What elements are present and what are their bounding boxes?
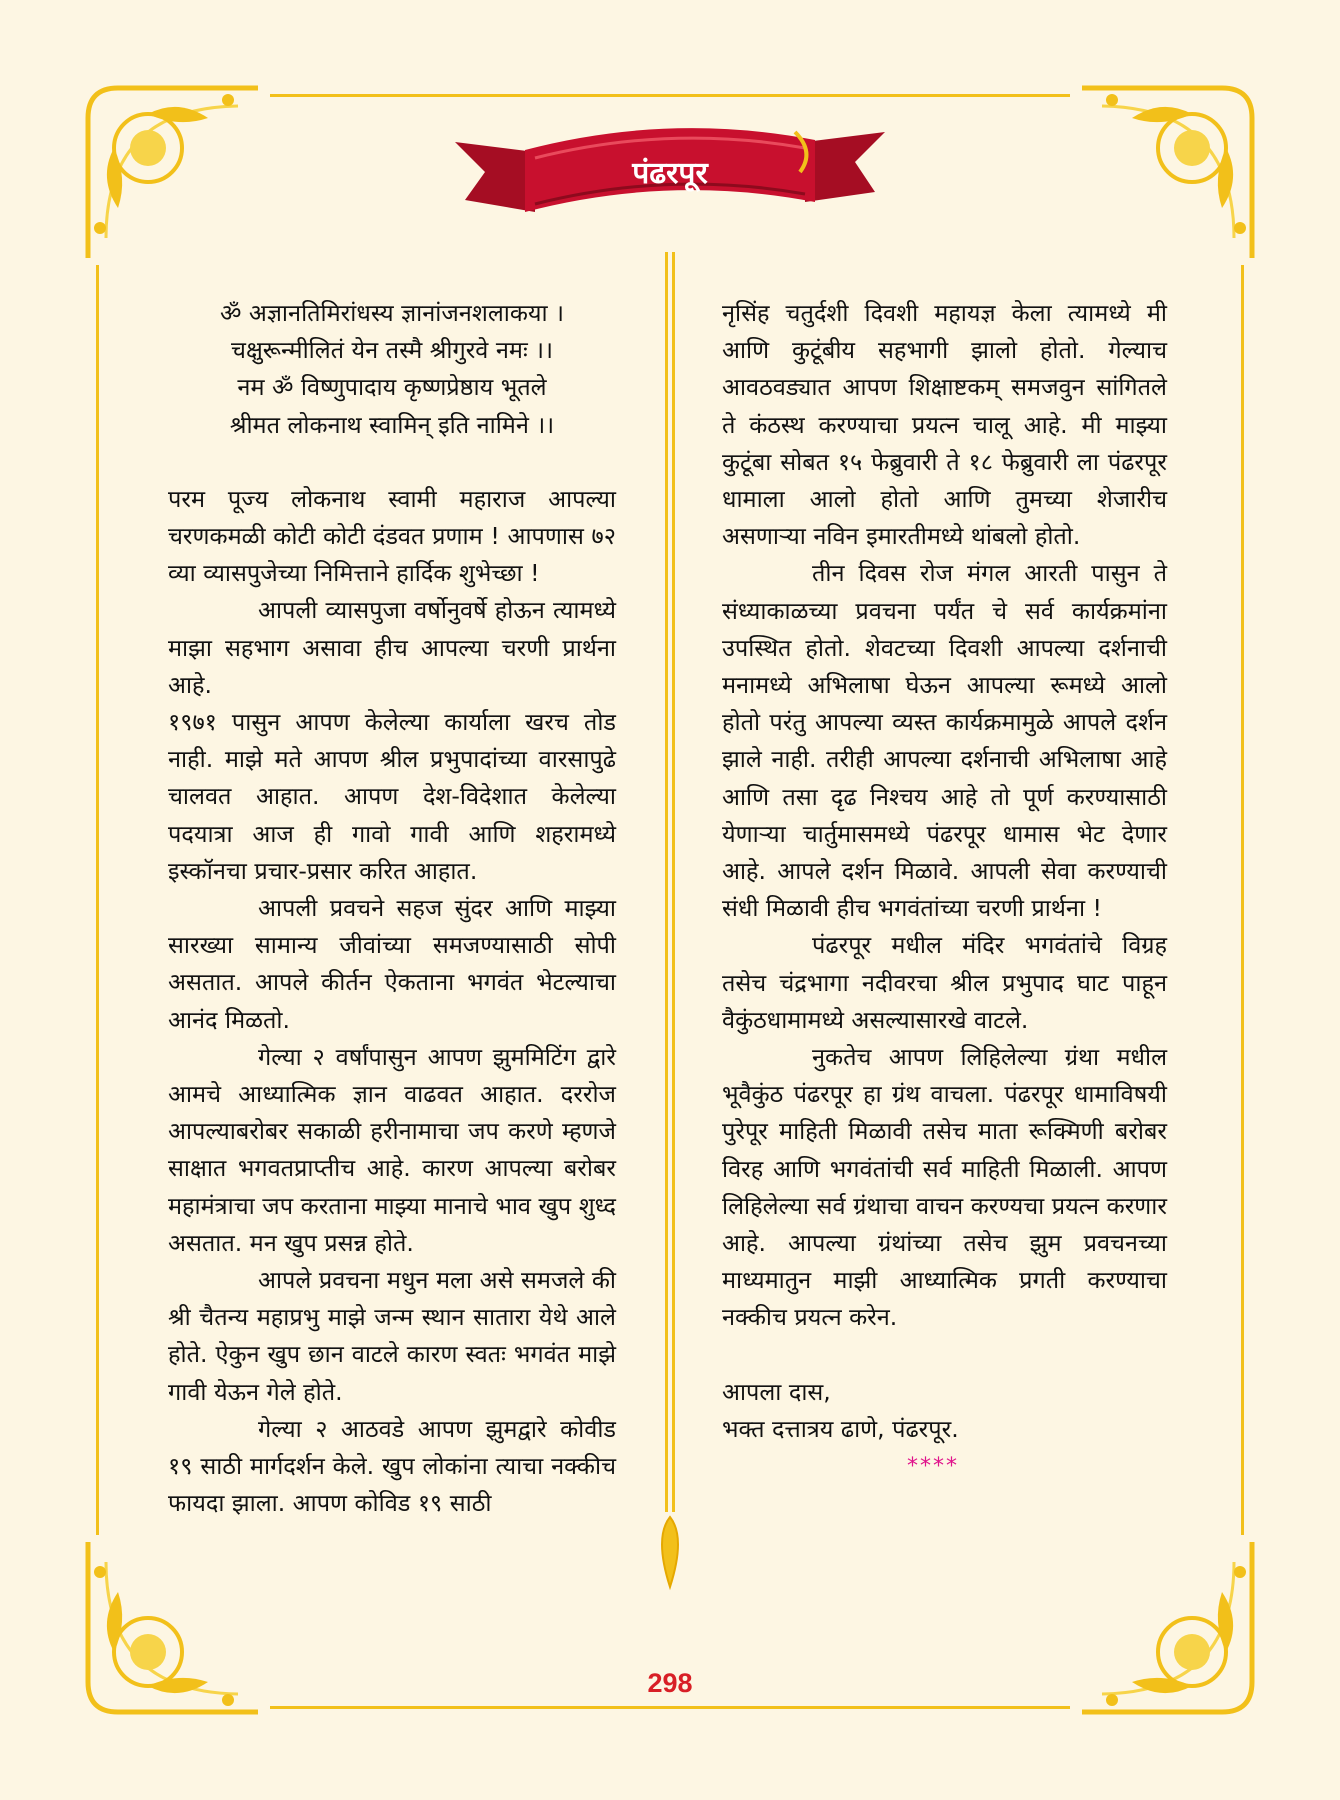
left-column bbox=[168, 295, 616, 1523]
corner-ornament-top-left bbox=[78, 78, 268, 268]
verse-line: ॐ अज्ञानतिमिरांधस्य ज्ञानांजनशलाकया । bbox=[220, 299, 564, 327]
decorative-stars: **** bbox=[907, 1454, 959, 1480]
paragraph: गेल्या २ वर्षांपासुन आपण झुममिटिंग द्वारे आमचे आध्यात्मिक ज्ञान वाढवत आहात. दररोज आपल्याबरोबर सकाळी हरीनामाचा जप करणे म्हणजे साक्षात भगवतप्राप्तीच आहे. कारण आपल्या बरोबर महामंत्राचा जप करताना माझ्या मानाचे भाव खुप शुध्द असतात. मन खुप प्रसन्न होते. bbox=[168, 1042, 616, 1257]
paragraph: तीन दिवस रोज मंगल आरती पासुन ते संध्याकाळच्या प्रवचना पर्यंत चे सर्व कार्यक्रमांना उपस्थित होतो. शेवटच्या दिवशी आपल्या दर्शनाची मनामध्ये अभिलाषा घेऊन आपल्या रूमध्ये आलो होतो परंतु आपल्या व्यस्त कार्यक्रमामुळे आपले दर्शन झाले नाही. तरीही आपल्या दर्शनाची अभिलाषा आहे आणि तसा दृढ निश्चय आहे तो पूर्ण करण्यासाठी येणाऱ्या चार्तुमासमध्ये पंढरपूर धामास भेट देणार आहे. आपले दर्शन मिळावे. आपली सेवा करण्याची संधी मिळावी हीच भगवंतांच्या चरणी प्रार्थना ! bbox=[722, 559, 1167, 923]
column-divider bbox=[648, 252, 692, 1592]
frame-bottom-line bbox=[270, 1706, 1070, 1709]
title-ribbon bbox=[455, 112, 885, 230]
paragraph: पंढरपूर मधील मंदिर भगवंतांचे विग्रह तसेच चंद्रभागा नदीवरचा श्रील प्रभुपाद घाट पाहून वैकुंठधामामध्ये असल्यासारखे वाटले. bbox=[722, 931, 1167, 1034]
frame-right-line bbox=[1241, 265, 1244, 1535]
paragraph: १९७१ पासुन आपण केलेल्या कार्याला खरच तोड नाही. माझे मते आपण श्रील प्रभुपादांच्या वारसापुढे चालवत आहात. आपण देश-विदेशात केलेल्या पदयात्रा आज ही गावो गावी आणि शहरामध्ये इस्कॉनचा प्रचार-प्रसार करित आहात. bbox=[168, 708, 616, 885]
signoff-author: भक्त दत्तात्रय ढाणे, पंढरपूर. bbox=[722, 1414, 959, 1443]
verse-line: नम ॐ विष्णुपादाय कृष्णप्रेष्ठाय भूतले bbox=[237, 373, 547, 402]
frame-top-line bbox=[270, 94, 1070, 97]
paragraph: आपली व्यासपुजा वर्षोनुवर्षे होऊन त्यामध्ये माझा सहभाग असावा हीच आपल्या चरणी प्रार्थना आहे. bbox=[168, 596, 616, 699]
verse-line: चक्षुरून्मीलितं येन तस्मै श्रीगुरवे नमः ।। bbox=[231, 336, 553, 365]
paragraph: आपले प्रवचना मधुन मला असे समजले की श्री चैतन्य महाप्रभु माझे जन्म स्थान सातारा येथे आले होते. ऐकुन खुप छान वाटले कारण स्वतः भगवंत माझे गावी येऊन गेले होते. bbox=[168, 1266, 616, 1406]
paragraph: नृसिंह चतुर्दशी दिवशी महायज्ञ केला त्यामध्ये मी आणि कुटूंबीय सहभागी झालो होतो. गेल्याच आवठवड्यात आपण शिक्षाष्टकम् समजवुन सांगितले ते कंठस्थ करण्याचा प्रयत्न चालू आहे. मी माझ्या कुटूंबा सोबत १५ फेब्रुवारी ते १८ फेब्रुवारी ला पंढरपूर धामाला आलो होतो आणि तुमच्या शेजारीच असणाऱ्या नविन इमारतीमध्ये थांबलो होतो. bbox=[722, 299, 1167, 551]
page-title: पंढरपूर bbox=[632, 155, 708, 191]
paragraph: आपली प्रवचने सहज सुंदर आणि माझ्या सारख्या सामान्य जीवांच्या समजण्यासाठी सोपी असतात. आपले कीर्तन ऐकताना भगवंत भेटल्याचा आनंद मिळतो. bbox=[168, 894, 616, 1034]
paragraph: गेल्या २ आठवडे आपण झुमद्वारे कोवीड १९ साठी मार्गदर्शन केले. खुप लोकांना त्याचा नक्कीच फायदा झाला. आपण कोविड १९ साठी bbox=[168, 1414, 616, 1518]
sanskrit-verse bbox=[168, 295, 616, 444]
right-column bbox=[722, 295, 1167, 1485]
signoff-salutation: आपला दास, bbox=[722, 1377, 831, 1406]
paragraph: नुकतेच आपण लिहिलेल्या ग्रंथा मधील भूवैकुंठ पंढरपूर हा ग्रंथ वाचला. पंढरपूर धामाविषयी पुरेपूर माहिती मिळावी तसेच माता रूक्मिणी बरोबर विरह आणि भगवंतांची सर्व माहिती मिळाली. आपण लिहिलेल्या सर्व ग्रंथाचा वाचन करण्यचा प्रयत्न करणार आहे. आपल्या ग्रंथांच्या तसेच झुम प्रवचनच्या माध्यमातुन माझी आध्यात्मिक प्रगती करण्याचा नक्कीच प्रयत्न करेन. bbox=[722, 1043, 1167, 1332]
verse-line: श्रीमत लोकनाथ स्वामिन् इति नामिने ।। bbox=[229, 410, 555, 439]
paragraph: परम पूज्य लोकनाथ स्वामी महाराज आपल्या चरणकमळी कोटी कोटी दंडवत प्रणाम ! आपणास ७२ व्या व्यासपुजेच्या निमित्ताने हार्दिक शुभेच्छा ! bbox=[168, 484, 616, 588]
signoff bbox=[722, 1374, 1167, 1486]
frame-left-line bbox=[96, 265, 99, 1535]
corner-ornament-top-right bbox=[1072, 78, 1262, 268]
page-number: 298 bbox=[647, 1668, 693, 1698]
